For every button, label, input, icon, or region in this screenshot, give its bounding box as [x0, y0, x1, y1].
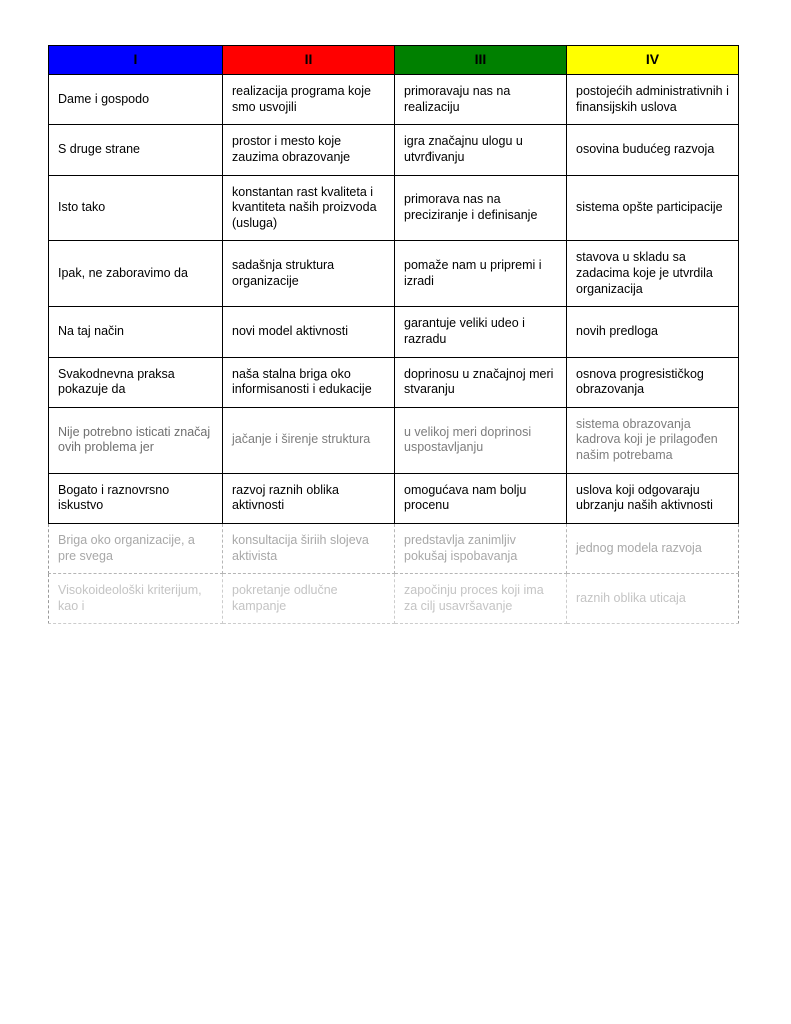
table-cell: Ipak, ne zaboravimo da	[49, 241, 223, 307]
table-cell: razvoj raznih oblika aktivnosti	[223, 473, 395, 523]
table-cell: jačanje i širenje struktura	[223, 407, 395, 473]
table-cell: igra značajnu ulogu u utvrđivanju	[395, 125, 567, 175]
column-header-2: II	[223, 46, 395, 75]
table-row	[49, 407, 739, 473]
table-cell: sistema opšte participacije	[567, 175, 739, 241]
table-cell: pomaže nam u pripremi i izradi	[395, 241, 567, 307]
table-cell: sadašnja struktura organizacije	[223, 241, 395, 307]
table-cell: garantuje veliki udeo i razradu	[395, 307, 567, 357]
table-cell: u velikoj meri doprinosi uspostavljanju	[395, 407, 567, 473]
table-cell: Svakodnevna praksa pokazuje da	[49, 357, 223, 407]
table-cell: Nije potrebno isticati značaj ovih problema jer	[49, 407, 223, 473]
table-row	[49, 75, 739, 125]
table-cell: započinju proces koji ima za cilj usavršavanje	[395, 574, 567, 624]
table-cell: postojećih administrativnih i finansijskih uslova	[567, 75, 739, 125]
table-header-row	[49, 46, 739, 75]
table-cell: primorava nas na preciziranje i definisanje	[395, 175, 567, 241]
table-header	[49, 46, 739, 75]
table-cell: uslova koji odgovaraju ubrzanju naših aktivnosti	[567, 473, 739, 523]
table-row	[49, 175, 739, 241]
table-cell: osovina budućeg razvoja	[567, 125, 739, 175]
table-cell: Dame i gospodo	[49, 75, 223, 125]
table-cell: stavova u skladu sa zadacima koje je utvrdila organizacija	[567, 241, 739, 307]
table-cell: Na taj način	[49, 307, 223, 357]
table-cell: S druge strane	[49, 125, 223, 175]
table-cell: predstavlja zanimljiv pokušaj ispobavanja	[395, 523, 567, 573]
table-cell: prostor i mesto koje zauzima obrazovanje	[223, 125, 395, 175]
table-cell: konsultacija širiih slojeva aktivista	[223, 523, 395, 573]
table-cell: Briga oko organizacije, a pre svega	[49, 523, 223, 573]
table-cell: naša stalna briga oko informisanosti i edukacije	[223, 357, 395, 407]
table-cell: doprinosu u značajnoj meri stvaranju	[395, 357, 567, 407]
table-cell: pokretanje odlučne kampanje	[223, 574, 395, 624]
table-cell: primoravaju nas na realizaciju	[395, 75, 567, 125]
table-cell: Isto tako	[49, 175, 223, 241]
table-cell: Bogato i raznovrsno iskustvo	[49, 473, 223, 523]
table-row	[49, 125, 739, 175]
table-cell: Visokoideološki kriterijum, kao i	[49, 574, 223, 624]
table-cell: osnova progresističkog obrazovanja	[567, 357, 739, 407]
table-row	[49, 307, 739, 357]
table-cell: konstantan rast kvaliteta i kvantiteta naših proizvoda (usluga)	[223, 175, 395, 241]
table-row	[49, 473, 739, 523]
table-row	[49, 357, 739, 407]
table-cell: raznih oblika uticaja	[567, 574, 739, 624]
table-cell: omogućava nam bolju procenu	[395, 473, 567, 523]
column-header-4: IV	[567, 46, 739, 75]
table-cell: jednog modela razvoja	[567, 523, 739, 573]
column-header-1: I	[49, 46, 223, 75]
column-header-3: III	[395, 46, 567, 75]
table-cell: sistema obrazovanja kadrova koji je prilagođen našim potrebama	[567, 407, 739, 473]
phrase-table-container	[48, 45, 738, 624]
table-cell: realizacija programa koje smo usvojili	[223, 75, 395, 125]
phrase-table	[48, 45, 739, 624]
table-cell: novih predloga	[567, 307, 739, 357]
table-body	[49, 75, 739, 624]
table-row	[49, 241, 739, 307]
table-row	[49, 574, 739, 624]
table-row	[49, 523, 739, 573]
table-cell: novi model aktivnosti	[223, 307, 395, 357]
